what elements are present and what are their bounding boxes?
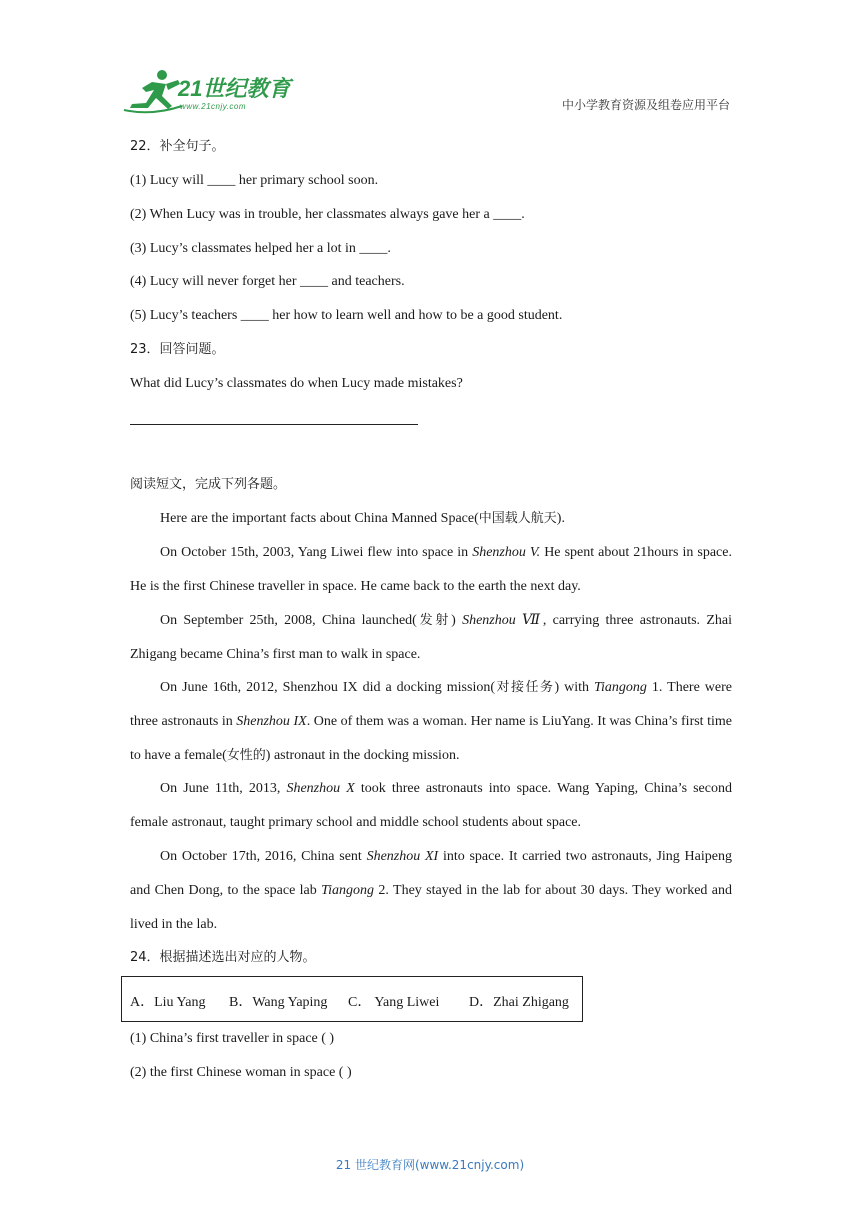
reading-paragraph-3: On September 25th, 2008, China launched(发射) Shenzhou Ⅶ, carrying three astronauts. Zhai Zhigang became China’s first man to walk in space. — [130, 613, 732, 662]
reading-paragraph-1: Here are the important facts about China Manned Space(中国载人航天). — [160, 511, 565, 526]
q22-item-3: (3) Lucy’s classmates helped her a lot in ____. — [130, 241, 391, 256]
q24-item-2: (2) the first Chinese woman in space ( ) — [130, 1065, 352, 1080]
q22-item-1: (1) Lucy will ____ her primary school soon. — [130, 173, 379, 188]
q22-item-4: (4) Lucy will never forget her ____ and teachers. — [130, 274, 405, 289]
option-d: D．Zhai Zhigang — [469, 995, 569, 1010]
q23-question: What did Lucy’s classmates do when Lucy made mistakes? — [130, 376, 463, 391]
logo-text: 21世纪教育 — [178, 76, 291, 101]
page-footer: 21 世纪教育网(www.21cnjy.com) — [335, 1158, 525, 1172]
platform-label: 中小学教育资源及组卷应用平台 — [561, 98, 730, 112]
logo-url: www.21cnjy.com — [180, 102, 246, 111]
reading-instruction: 阅读短文，完成下列各题。 — [130, 477, 287, 492]
q24-item-1: (1) China’s first traveller in space ( ) — [130, 1031, 335, 1046]
option-b: B．Wang Yaping — [229, 995, 328, 1010]
answer-line — [130, 424, 418, 425]
reading-paragraph-6: On October 17th, 2016, China sent Shenzhou XI into space. It carried two astronauts, Jing Haipeng and Chen Dong, to the space lab Tiangong 2. They stayed in the lab for about 30 days. They worked and lived in the lab. — [130, 849, 732, 932]
q23-title: 23．回答问题。 — [130, 342, 225, 357]
reading-paragraph-5: On June 11th, 2013, Shenzhou X took three astronauts into space. Wang Yaping, China’s second female astronaut, taught primary school and middle school students about space. — [130, 781, 732, 830]
q22-item-2: (2) When Lucy was in trouble, her classmates always gave her a ____. — [130, 207, 525, 222]
option-c: C． Yang Liwei — [348, 995, 440, 1010]
option-a: A．Liu Yang — [130, 995, 206, 1010]
options-box — [121, 976, 583, 1022]
q22-title: 22．补全句子。 — [130, 139, 225, 154]
q22-item-5: (5) Lucy’s teachers ____ her how to learn well and how to be a good student. — [130, 308, 563, 323]
reading-paragraph-2: On October 15th, 2003, Yang Liwei flew into space in Shenzhou V. He spent about 21hours in space. He is the first Chinese traveller in space. He came back to the earth the next day. — [130, 545, 732, 594]
reading-paragraph-4: On June 16th, 2012, Shenzhou IX did a docking mission(对接任务) with Tiangong 1. There were three astronauts in Shenzhou IX. One of them was a woman. Her name is LiuYang. It was China’s first time to have a female(女性的) astronaut in the docking mission. — [130, 680, 732, 763]
q24-title: 24．根据描述选出对应的人物。 — [130, 950, 316, 965]
page-header — [0, 0, 860, 130]
